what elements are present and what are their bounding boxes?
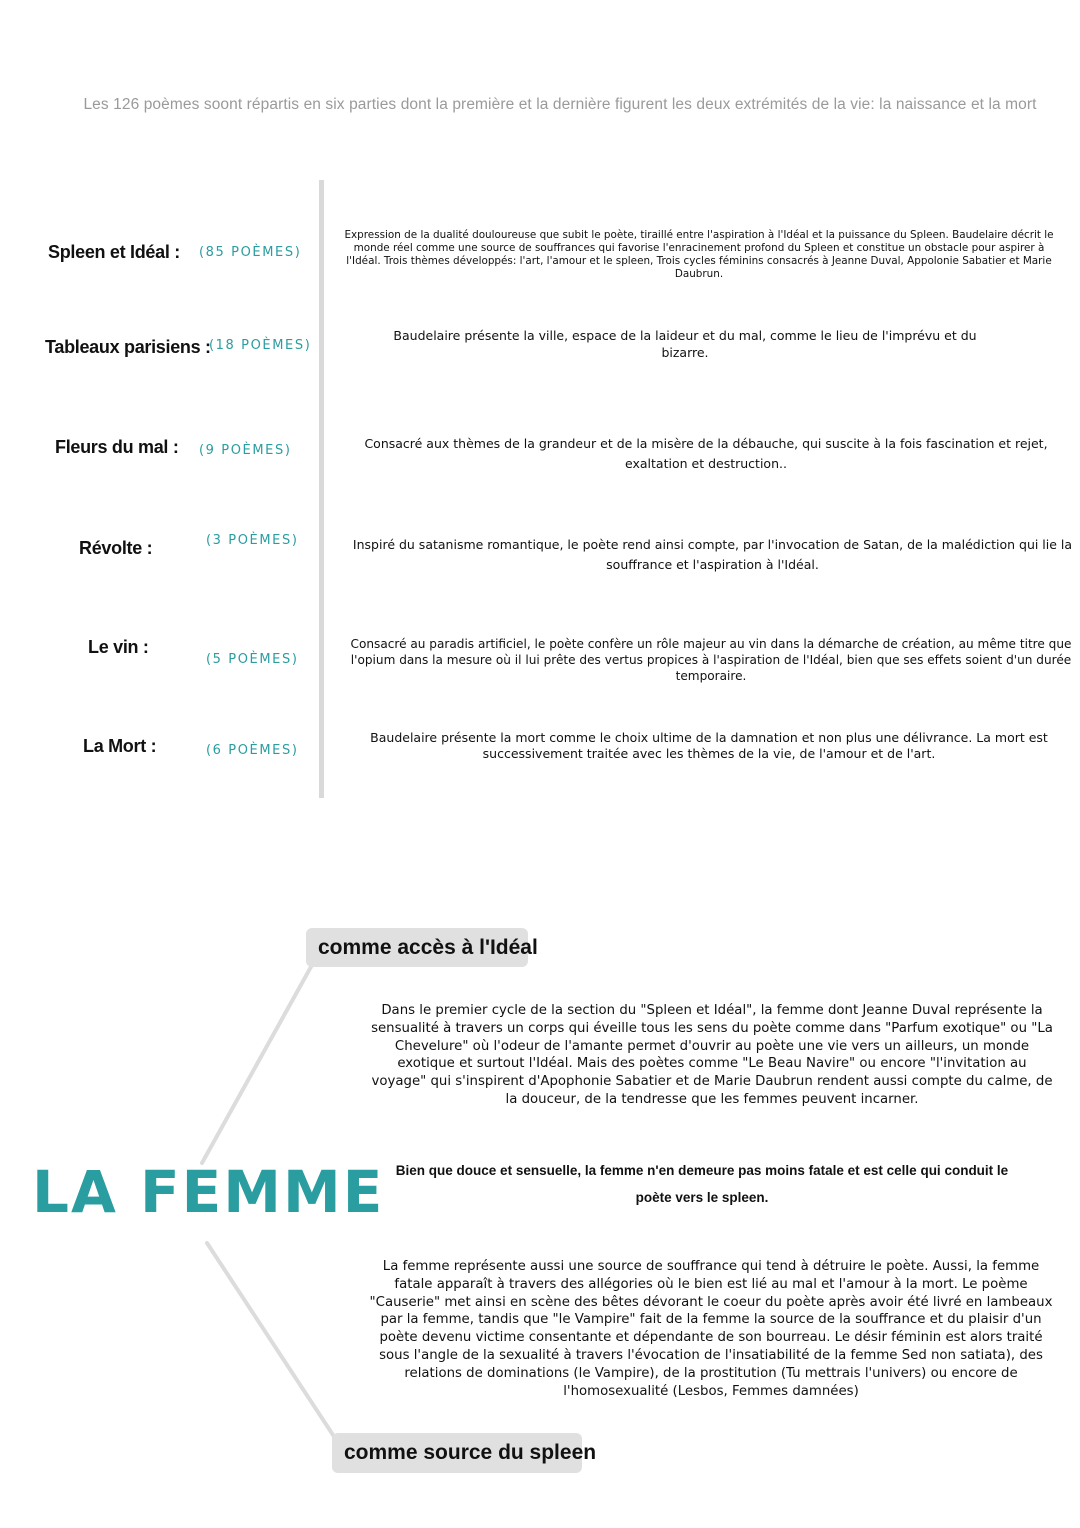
branch-label-spleen: comme source du spleen [344,1441,597,1464]
section-count-la-mort: (6 POÈMES) [206,743,299,758]
intro-text: Les 126 poèmes soont répartis en six parties dont la première et la dernière figurent les deux extrémités de la vie: la naissance et la mort [83,96,1037,113]
connector-line-top [202,965,312,1163]
section-count-le-vin: (5 POÈMES) [206,652,299,667]
section-desc-revolte: Inspiré du satanisme romantique, le poète rend ainsi compte, par l'invocation de Satan, de la malédiction qui lie la souffrance et l'aspiration à l'Idéal. [352,537,1073,572]
femme-paragraph-transition: Bien que douce et sensuelle, la femme n'en demeure pas moins fatale et est celle qui conduit le poète vers le spleen. [395,1163,1009,1205]
femme-paragraph-ideal: Dans le premier cycle de la section du "Spleen et Idéal", la femme dont Jeanne Duval représente la sensualité à travers un corps qui éveille tous les sens du poète comme dans "Parfum exotique" ou "La Chevelure" où l'odeur de l'amante permet d'ouvrir au poète une vie vers un ailleurs, un monde exotique et surtout l'Idéal. Mais des poètes comme "Le Beau Navire" ou encore "l'invitation au voyage" qui s'inspirent d'Apophonie Sabatier et de Marie Daubrun rendent aussi compte du calme, de la douceur, de la tendresse que les femmes peuvent incarner. [371,1003,1053,1107]
section-desc-tableaux-parisiens: Baudelaire présente la ville, espace de la laideur et du mal, comme le lieu de l'imprévu et du bizarre. [393,328,977,360]
section-label-spleen-ideal: Spleen et Idéal : [48,242,180,262]
section-desc-spleen-ideal: Expression de la dualité douloureuse que subit le poète, tiraillé entre l'aspiration à l'Idéal et la puissance du Spleen. Baudelaire décrit le monde réel comme une source de souffrances qui favorise l'enracinement profond du Spleen et constitue un obstacle pour aspirer à l'Idéal. Trois thèmes développés: l'art, l'amour et le spleen, Trois cycles féminins consacrés à Jeanne Duval, Appolonie Sabatier et Marie Daubrun. [344,229,1054,280]
connector-line-bottom [207,1243,335,1438]
section-desc-fleurs-du-mal: Consacré aux thèmes de la grandeur et de la misère de la débauche, qui suscite à la fois fascination et rejet, exaltation et destruction.. [364,436,1048,471]
section-count-revolte: (3 POÈMES) [206,533,299,548]
section-label-revolte: Révolte : [79,538,153,558]
branch-label-ideal: comme accès à l'Idéal [318,935,538,959]
branch-pill-spleen [332,1433,597,1473]
branch-pill-ideal [306,928,538,967]
section-count-tableaux-parisiens: (18 POÈMES) [209,338,312,353]
section-desc-la-mort: Baudelaire présente la mort comme le choix ultime de la damnation et non plus une délivrance. La mort est successivement traitée avec les thèmes de la vie, de l'amour et de l'art. [370,730,1048,761]
section-count-spleen-ideal: (85 POÈMES) [199,245,302,260]
section-label-fleurs-du-mal: Fleurs du mal : [55,437,179,457]
section-count-fleurs-du-mal: (9 POÈMES) [199,443,292,458]
la-femme-title: LA FEMME [32,1158,385,1226]
femme-paragraph-spleen: La femme représente aussi une source de souffrance qui tend à détruire le poète. Aussi, la femme fatale apparaît à travers des allégories où le bien est lié au mal et l'amour à la mort. Le poème "Causerie" met ainsi en scène des bêtes dévorant le coeur du poète après avoir été livré en lambeaux par la femme, tandis que "le Vampire" fait de la femme la source de la souffrance et du plaisir d'un poète devenu victime consentante et dépendante de son bourreau. Le désir féminin est alors traité sous l'angle de la sexualité à travers l'évocation de l'insatiabilité de la femme Sed non satiata), des relations de dominations (le Vampire), de la prostitution (Tu mettrais l'univers) ou encore de l'homosexualité (Lesbos, Femmes damnées) [369,1259,1053,1399]
section-label-la-mort: La Mort : [83,736,157,756]
section-label-tableaux-parisiens: Tableaux parisiens : [45,337,211,357]
section-label-le-vin: Le vin : [88,637,149,657]
section-desc-le-vin: Consacré au paradis artificiel, le poète confère un rôle majeur au vin dans la démarche de création, au même titre que l'opium dans la mesure où il lui prête des vertus propices à l'aspiration de l'Idéal, bien que ses effets soient d'un durée temporaire. [350,637,1072,683]
